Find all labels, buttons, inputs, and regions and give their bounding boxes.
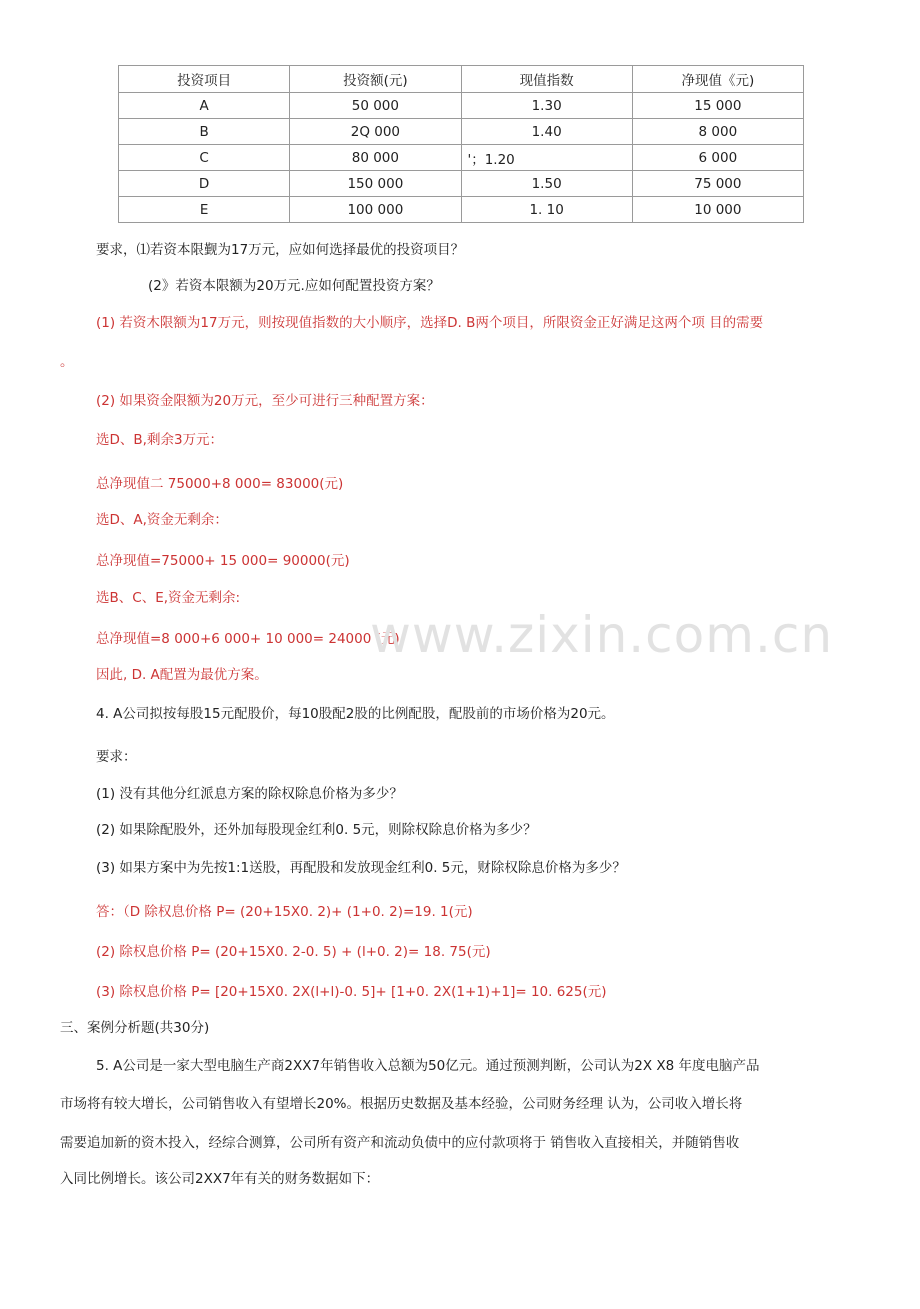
answer-1-end: 。 [60,354,74,370]
conclusion: 因此, D. A配置为最优方案。 [96,667,268,683]
problem-5-line-1: 5. A公司是一家大型电脑生产商2XX7年销售收入总额为50亿元。通过预测判断，公司认为2X X8 年度电脑产品 [96,1058,760,1074]
cell-pv-index: 1. 10 [461,197,632,223]
option-3: 选B、C、E,资金无剩余: [96,590,241,606]
option-1-npv: 总净现值二 75000+8 000= 83000(元) [96,476,344,492]
investment-table [118,65,804,223]
problem-5-line-2: 市场将有较大增长，公司销售收入有望增长20%。根据历史数据及基本经验，公司财务经理 认为，公司收入增长将 [60,1096,743,1112]
table-row [119,93,804,119]
cell-pv-index: 1.30 [461,93,632,119]
header-pv-index: 现值指数 [461,66,632,93]
question-1: 要求，⑴若资本限觐为17万元，应如何选择最优的投资项目？ [96,242,465,258]
table-row [119,171,804,197]
problem-4-answer-2: (2) 除权息价格 P= (20+15X0. 2-0. 5) + (l+0. 2)= 18. 75(元) [96,944,491,960]
watermark: www.zixin.com.cn [370,606,834,664]
problem-5-line-4: 入同比例增长。该公司2XX7年有关的财务数据如下： [60,1171,380,1187]
cell-amount: 2Q 000 [290,119,461,145]
cell-project: B [119,119,290,145]
cell-npv: 15 000 [632,93,803,119]
question-2: (2》若资本限额为20万元.应如何配置投资方案？ [148,278,440,294]
problem-5-line-3: 需要追加新的资木投入，经综合测算，公司所有资产和流动负债中的应付款项将于 销售收入直接相关，并随销售收 [60,1135,740,1151]
answer-1: (1) 若资木限额为17万元，则按现值指数的大小顺序，选择D. B两个项目，所限资金正好满足这两个项 目的需要 [96,315,764,331]
table-row [119,197,804,223]
cell-amount: 50 000 [290,93,461,119]
cell-project: C [119,145,290,171]
cell-pv-index: '；1.20 [461,145,632,171]
table-row [119,145,804,171]
cell-amount: 150 000 [290,171,461,197]
cell-pv-index: 1.40 [461,119,632,145]
problem-4-requirement: 要求： [96,749,137,765]
cell-project: A [119,93,290,119]
header-npv: 净现值《元) [632,66,803,93]
cell-amount: 80 000 [290,145,461,171]
option-3-npv: 总净现值=8 000+6 000+ 10 000= 24000 (元) [96,631,400,647]
answer-2: (2) 如果资金限额为20万元，至少可进行三种配置方案： [96,393,434,409]
cell-npv: 6 000 [632,145,803,171]
cell-project: D [119,171,290,197]
problem-4-q3: (3) 如果方案中为先按1:1送股，再配股和发放现金红利0. 5元，财除权除息价格为多少？ [96,860,626,876]
option-2: 选D、A,资金无剩余： [96,512,228,528]
header-project: 投资项目 [119,66,290,93]
cell-npv: 75 000 [632,171,803,197]
problem-4-q1: (1) 没有其他分红派息方案的除权除息价格为多少？ [96,786,403,802]
problem-4-answer-1: 答：（D 除权息价格 P= (20+15X0. 2)+ (1+0. 2)=19. 1(元) [96,904,473,920]
table-row [119,119,804,145]
cell-npv: 8 000 [632,119,803,145]
problem-4-answer-3: (3) 除权息价格 P= [20+15X0. 2X(l+l)-0. 5]+ [1+0. 2X(1+1)+1]= 10. 625(元) [96,984,607,1000]
option-2-npv: 总净现值=75000+ 15 000= 90000(元) [96,553,350,569]
table-header-row [119,66,804,93]
header-amount: 投资额(元) [290,66,461,93]
cell-project: E [119,197,290,223]
cell-npv: 10 000 [632,197,803,223]
option-1: 选D、B,剩余3万元： [96,432,224,448]
cell-amount: 100 000 [290,197,461,223]
section-3-heading: 三、案例分析题(共30分) [60,1020,210,1036]
problem-4: 4. A公司拟按每股15元配股价，每10股配2股的比例配股，配股前的市场价格为20元。 [96,706,615,722]
cell-pv-index: 1.50 [461,171,632,197]
problem-4-q2: (2) 如果除配股外，还外加每股现金红利0. 5元，则除权除息价格为多少？ [96,822,537,838]
